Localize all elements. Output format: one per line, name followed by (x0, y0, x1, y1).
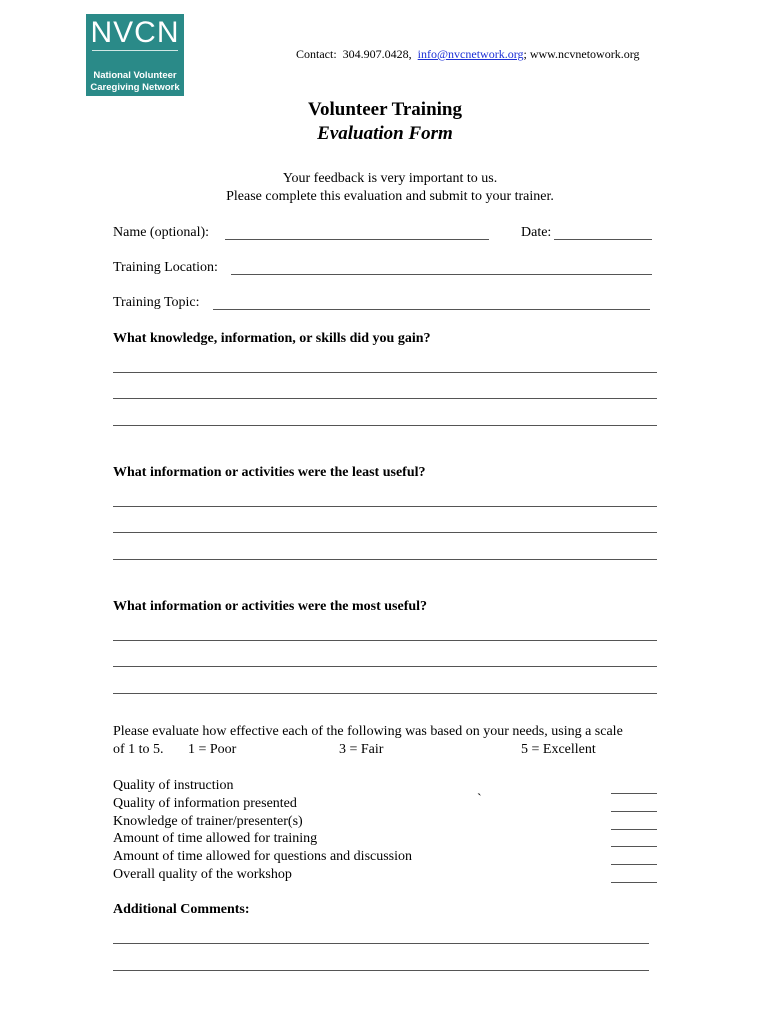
nvcn-logo (86, 14, 184, 96)
rating-item-discussion-time: Amount of time allowed for questions and discussion (113, 849, 413, 864)
scale-fair: 3 = Fair (339, 742, 384, 757)
answer-line[interactable] (113, 425, 657, 426)
logo-name-line2: Caregiving Network (90, 82, 180, 93)
contact-website: www.ncvnetowork.org (529, 47, 640, 61)
name-field[interactable] (225, 239, 489, 240)
answer-line[interactable] (113, 532, 657, 533)
answer-line[interactable] (113, 640, 657, 641)
form-subtitle: Evaluation Form (317, 123, 453, 144)
question-most-useful: What information or activities were the most useful? (113, 599, 428, 614)
date-field[interactable] (554, 239, 652, 240)
answer-line[interactable] (113, 398, 657, 399)
answer-line[interactable] (113, 372, 657, 373)
rating-blank[interactable] (611, 793, 657, 794)
logo-acronym: NVCN (90, 16, 180, 49)
rating-instruction-line1: Please evaluate how effective each of the following was based on your needs, using a scale (113, 724, 623, 739)
contact-line (296, 47, 639, 62)
date-label: Date: (521, 225, 552, 240)
answer-line[interactable] (113, 506, 657, 507)
intro-line2: Please complete this evaluation and submit to your trainer. (226, 189, 554, 204)
logo-divider (92, 50, 178, 51)
comment-line[interactable] (113, 943, 649, 944)
answer-line[interactable] (113, 693, 657, 694)
answer-line[interactable] (113, 559, 657, 560)
form-title: Volunteer Training (308, 99, 462, 120)
contact-email-link[interactable]: info@nvcnetwork.org (417, 47, 524, 61)
additional-comments-label: Additional Comments: (113, 902, 250, 917)
question-knowledge-gained: What knowledge, information, or skills did you gain? (113, 331, 431, 346)
rating-item-overall-quality: Overall quality of the workshop (113, 867, 292, 882)
rating-blank[interactable] (611, 811, 657, 812)
intro-line1: Your feedback is very important to us. (282, 171, 498, 186)
location-label: Training Location: (113, 260, 218, 275)
rating-blank[interactable] (611, 882, 657, 883)
contact-label: Contact: (296, 47, 337, 61)
question-least-useful: What information or activities were the least useful? (113, 465, 426, 480)
rating-instruction-prefix: of 1 to 5. (113, 742, 164, 757)
rating-blank[interactable] (611, 829, 657, 830)
rating-item-information-presented: Quality of information presented (113, 796, 297, 811)
rating-item-training-time: Amount of time allowed for training (113, 831, 318, 846)
rating-blank[interactable] (611, 864, 657, 865)
stray-mark: ` (477, 792, 482, 807)
scale-excellent: 5 = Excellent (521, 742, 596, 757)
contact-phone: 304.907.0428, (342, 47, 412, 61)
rating-item-trainer-knowledge: Knowledge of trainer/presenter(s) (113, 814, 303, 829)
rating-item-quality-instruction: Quality of instruction (113, 778, 234, 793)
name-label: Name (optional): (113, 225, 210, 240)
topic-label: Training Topic: (113, 295, 200, 310)
comment-line[interactable] (113, 970, 649, 971)
rating-blank[interactable] (611, 846, 657, 847)
scale-poor: 1 = Poor (188, 742, 237, 757)
contact-separator: ; (523, 47, 527, 61)
topic-field[interactable] (213, 309, 650, 310)
location-field[interactable] (231, 274, 652, 275)
logo-name-line1: National Volunteer (93, 70, 177, 81)
answer-line[interactable] (113, 666, 657, 667)
